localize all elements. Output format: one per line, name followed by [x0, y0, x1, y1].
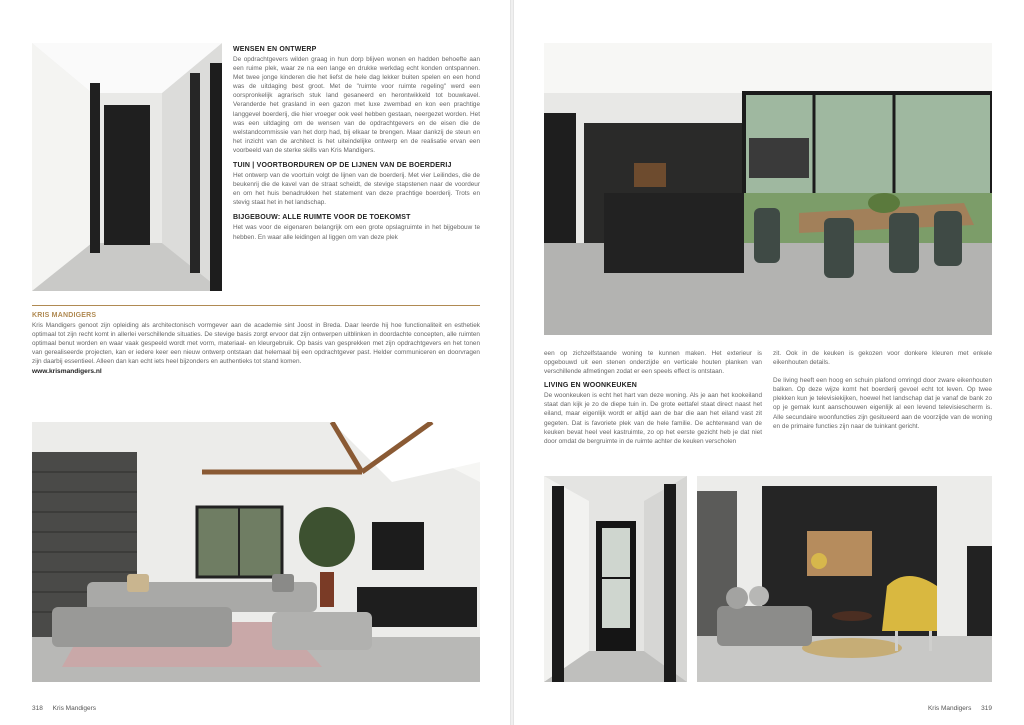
left-page: [0, 0, 510, 725]
bio-heading: KRIS MANDIGERS: [32, 312, 97, 319]
page-number: 319: [981, 705, 992, 712]
lounge-photo: [697, 476, 992, 682]
hallway-photo: [32, 43, 222, 291]
bio-block: [32, 311, 480, 377]
right-text-column-2: [773, 349, 992, 437]
folio-name: Kris Mandigers: [52, 705, 97, 712]
section-body: De opdrachtgevers wilden graag in hun dorp blijven wonen en hadden behoefte aan een ruime plek, waar ze na een lange en drukke werkdag echt konden ontspannen. Met twee jonge kinderen die het liefst de hele dag lekker buiten spelen en een hond was de uitdaging best groot. Met de "ruimte voor ruimte regeling" werd een oorspronkelijk agrarisch stuk land gesaneerd en herontwikkeld tot bouwkavel. Veranderde het grasland in een gazon met luxe zwembad en kon een prachtige langgevel boerderij, die hier vroeger ook veel hebben gestaan, neergezet worden. Het was een uitdaging om de wensen van de opdrachtgevers en de eisen die de welstandcommissie van het dorp had, bij elkaar te brengen. Maar dankzij de steun en het inzicht van de architect is het uiteindelijke ontwerp en de realisatie ervan een voorbeeld van de sterke skills van Kris Mandigers.: [233, 56, 480, 154]
hallway-door-photo: [544, 476, 687, 682]
col2-para1: zit. Ook in de keuken is gekozen voor donkere kleuren met enkele eikenhouten details.: [773, 350, 992, 367]
section-body: Het was voor de eigenaren belangrijk om een grote opslagruimte in het bijgebouw te hebben. En waar alle leidingen al liggen om van deze plek: [233, 224, 480, 241]
section-body: Het ontwerp van de voortuin volgt de lijnen van de boerderij. Met vier Leilindes, die de beukenrij die de kavel van de straat scheidt, de stevige stapstenen naar de voordeur en om het huis benadrukken het statement van deze prachtige boerderij. Trots en stevig staat het in het landschap.: [233, 172, 480, 207]
intro-text-column: [233, 45, 480, 248]
folio-left: [32, 705, 96, 712]
col1-body: De woonkeuken is echt het hart van deze woning. Als je aan het kookeiland staat dan kijk je zo de diepe tuin in. De grote eettafel staat direct naast het eiland, maar eigenlijk wordt er altijd aan de bar die aan het eiland vast zit gegeten. Dat is favoriete plek van de hele familie. De achterwand van de keuken bevat heel veel kastruimte, zo op het eerste gezicht heb je dat niet door omdat de bergruimte in de ruimte achter de keuken verscholen: [544, 392, 762, 445]
col2-para2: De living heeft een hoog en schuin plafond omringd door zware eikenhouten balken. Op deze wijze komt het boerderij gevoel echt tot leven. Op twee plekken kun je televisiekijken, hoewel het landschap dat je vanaf de bank zo op je gemak kunt aanschouwen eigenlijk al een levend televisiescherm is. Alle secundaire woonfuncties zijn gesitueerd aan de voorzijde van de woning en de primaire functies zijn naar de tuinkant gericht.: [773, 377, 992, 430]
living-room-photo: [32, 422, 480, 682]
website-link[interactable]: www.krismandigers.nl: [32, 368, 102, 376]
folio-right: [928, 705, 992, 712]
section-heading: TUIN | VOORTBORDUREN OP DE LIJNEN VAN DE BOERDERIJ: [233, 162, 452, 170]
kitchen-photo: [544, 43, 992, 335]
right-text-column-1: [544, 349, 762, 452]
col1-heading: LIVING EN WOONKEUKEN: [544, 382, 638, 390]
page-number: 318: [32, 705, 43, 712]
bio-body: Kris Mandigers genoot zijn opleiding als architectonisch vormgever aan de academie sint Joost in Breda. Daar leerde hij hoe functionaliteit en esthetiek optimaal tot zijn recht komt in allerlei verschillende situaties. De stevige basis zorgt ervoor dat zijn ontwerpen uitblinken in doordachte concepten, alle ruimten optimaal benut worden en waar vaak gespeeld wordt met vorm, materiaal- en kleurgebruik. Op basis van gesprekken met zijn opdrachtgevers en het tonen van gerealiseerde projecten, kan er iedere keer een nieuw ontwerp ontstaan dat helemaal bij een opdrachtgever past. Helder communiceren en doorvragen zijn daarbij essentieel. Alleen dan kan echt iets heel bijzonders en authentieks tot stand komen.: [32, 322, 480, 366]
folio-name: Kris Mandigers: [927, 705, 972, 712]
col1-intro: een op zichzelfstaande woning te kunnen maken. Het exterieur is opgebouwd uit een stenen onderzijde en verticale houten planken van verschillende afmetingen zodat er een speels effect is ontstaan.: [544, 350, 762, 376]
section-heading: WENSEN EN ONTWERP: [233, 46, 317, 53]
right-page: [514, 0, 1024, 725]
divider-rule: [32, 305, 480, 306]
section-heading: BIJGEBOUW: ALLE RUIMTE VOOR DE TOEKOMST: [233, 214, 411, 222]
